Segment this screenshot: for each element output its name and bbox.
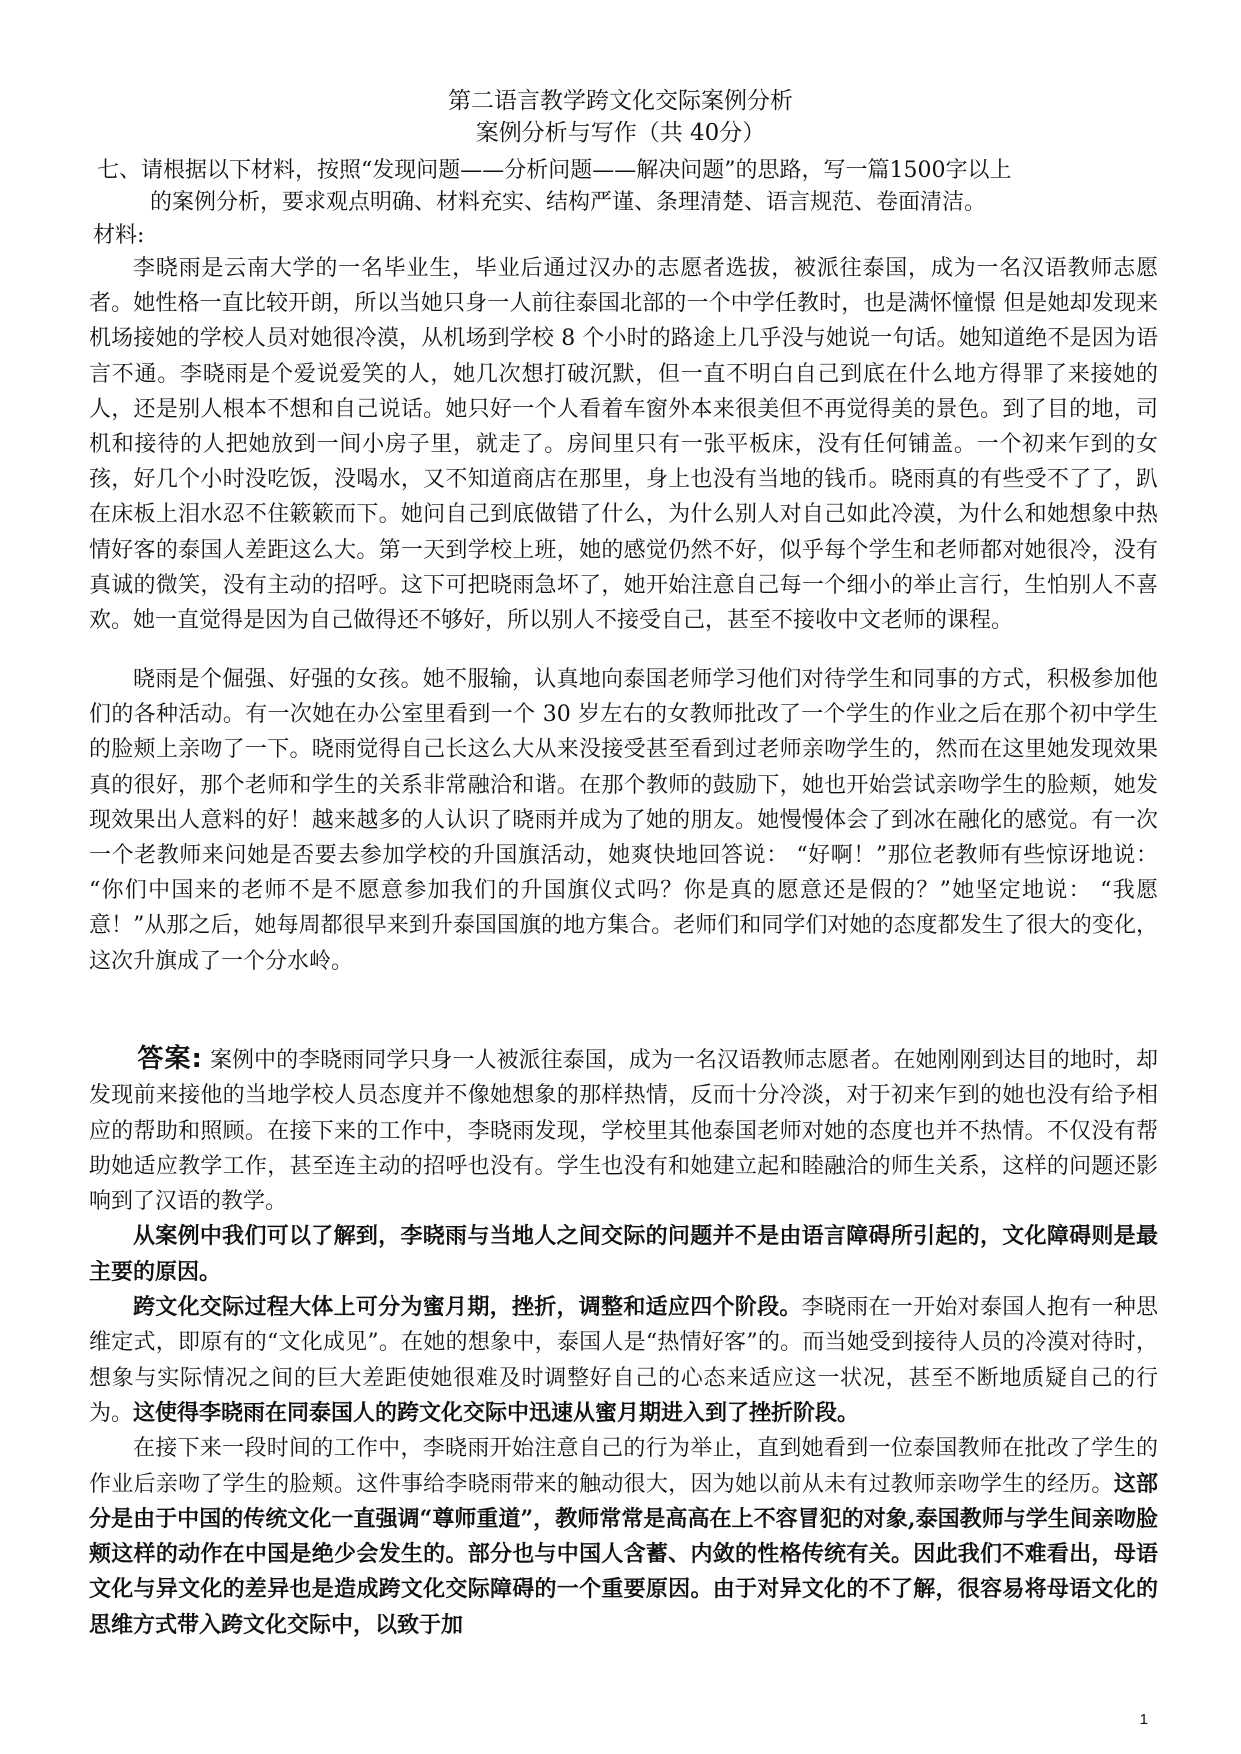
answer-paragraph-4 — [89, 1431, 1158, 1643]
material-label: 材料: — [93, 223, 145, 248]
material-paragraph-2: 晓雨是个倔强、好强的女孩。她不服输，认真地向泰国老师学习他们对待学生和同事的方式，积极参加他们的各种活动。有一次她在办公室里看到一个 30 岁左右的女教师批改了一个学生的作业之后在那个初中学生的脸颊上亲吻了一下。晓雨觉得自己长这么大从来没接受甚至看到过老师亲吻学生的，然而在这里她发现效果真的很好，那个老师和学生的关系非常融洽和谐。在那个教师的鼓励下，她也开始尝试亲吻学生的脸颊，她发现效果出人意料的好！越来越多的人认识了晓雨并成为了她的朋友。她慢慢体会了到冰在融化的感觉。有一次一个老教师来问她是否要去参加学校的升国旗活动，她爽快地回答说： “好啊！”那位老教师有些惊讶地说： “你们中国来的老师不是不愿意参加我们的升国旗仪式吗？你是真的愿意还是假的？”她坚定地说： “我愿意！”从那之后，她每周都很早来到升泰国国旗的地方集合。老师们和同学们对她的态度都发生了很大的变化，这次升旗成了一个分水岭。 — [89, 667, 1158, 974]
answer-paragraph-1 — [89, 1042, 1158, 1219]
answer-paragraph-3-text: 李晓雨在一开始对泰国人抱有一种思维定式，即原有的“文化成见”。在她的想象中，泰国人是“热情好客”的。而当她受到接待人员的冷漠对待时，想象与实际情况之间的巨大差距使她很难及时调整好自己的心态来适应这一状况，甚至不断地质疑自己的行为。 — [89, 1295, 1158, 1426]
document-subtitle: 案例分析与写作（共 40分） — [475, 120, 766, 146]
page-number: 1 — [1139, 1711, 1148, 1728]
answer-paragraph-2 — [89, 1219, 1158, 1290]
answer-paragraph-1-text: 案例中的李晓雨同学只身一人被派往泰国，成为一名汉语教师志愿者。在她刚刚到达目的地时，却发现前来接他的当地学校人员态度并不像她想象的那样热情，反而十分冷淡，对于初来乍到的她也没有给予相应的帮助和照顾。在接下来的工作中，李晓雨发现，学校里其他泰国老师对她的态度也并不热情。不仅没有帮助她适应教学工作，甚至连主动的招呼也没有。学生也没有和她建立起和睦融洽的师生关系，这样的问题还影响到了汉语的教学。 — [89, 1048, 1158, 1215]
material-paragraph-1: 李晓雨是云南大学的一名毕业生，毕业后通过汉办的志愿者选拔，被派往泰国，成为一名汉语教师志愿者。她性格一直比较开朗，所以当她只身一人前往泰国北部的一个中学任教时，也是满怀憧憬 但是她却发现来机场接她的学校人员对她很冷漠，从机场到学校 8 个小时的路途上几乎没与她说一句话。她知道绝不是因为语言不通。李晓雨是个爱说爱笑的人，她几次想打破沉默，但一直不明白自己到底在什么地方得罪了来接她的人，还是别人根本不想和自己说话。她只好一个人看着车窗外本来很美但不再觉得美的景色。到了目的地，司机和接待的人把她放到一间小房子里，就走了。房间里只有一张平板床，没有任何铺盖。一个初来乍到的女孩，好几个小时没吃饭，没喝水，又不知道商店在那里，身上也没有当地的钱币。晓雨真的有些受不了了，趴在床板上泪水忍不住簌簌而下。她问自己到底做错了什么，为什么别人对自己如此冷漠，为什么和她想象中热情好客的泰国人差距这么大。第一天到学校上班，她的感觉仍然不好，似乎每个学生和老师都对她很冷，没有真诚的微笑，没有主动的招呼。这下可把晓雨急坏了，她开始注意自己每一个细小的举止言行，生怕别人不喜欢。她一直觉得是因为自己做得还不够好，所以别人不接受自己，甚至不接收中文老师的课程。 — [89, 256, 1158, 634]
question-line-2: 的案例分析，要求观点明确、材料充实、结构严谨、条理清楚、语言规范、卷面清洁。 — [150, 190, 987, 215]
document-title: 第二语言教学跨文化交际案例分析 — [448, 88, 793, 114]
answer-paragraph-3 — [89, 1290, 1158, 1431]
answer-paragraph-4-bold: 这部分是由于中国的传统文化一直强调“尊师重道”，教师常常是高高在上不容冒犯的对象,泰国教师与学生间亲吻脸颊这样的动作在中国是绝少会发生的。部分也与中国人含蓄、内敛的性格传统有关。因此我们不难看出，母语文化与异文化的差异也是造成跨文化交际障碍的一个重要原因。由于对异文化的不了解，很容易将母语文化的思维方式带入跨文化交际中，以致于加 — [89, 1470, 1158, 1638]
answer-section — [89, 1042, 1158, 1643]
question-line-1: 七、请根据以下材料，按照“发现问题——分析问题——解决问题”的思路，写一篇1500字以上 — [97, 158, 1012, 183]
answer-paragraph-3-bold-end: 这使得李晓雨在同泰国人的跨文化交际中迅速从蜜月期进入到了挫折阶段。 — [133, 1399, 860, 1426]
answer-paragraph-3-bold-start: 跨文化交际过程大体上可分为蜜月期，挫折，调整和适应四个阶段。 — [133, 1294, 802, 1321]
answer-label: 答案: — [137, 1044, 203, 1074]
answer-paragraph-2-text: 从案例中我们可以了解到，李晓雨与当地人之间交际的问题并不是由语言障碍所引起的，文化障碍则是最主要的原因。 — [89, 1223, 1158, 1285]
answer-paragraph-4-text: 在接下来一段时间的工作中，李晓雨开始注意自己的行为举止，直到她看到一位泰国教师在批改了学生的作业后亲吻了学生的脸颊。这件事给李晓雨带来的触动很大，因为她以前从未有过教师亲吻学生的经历。 — [89, 1436, 1158, 1497]
